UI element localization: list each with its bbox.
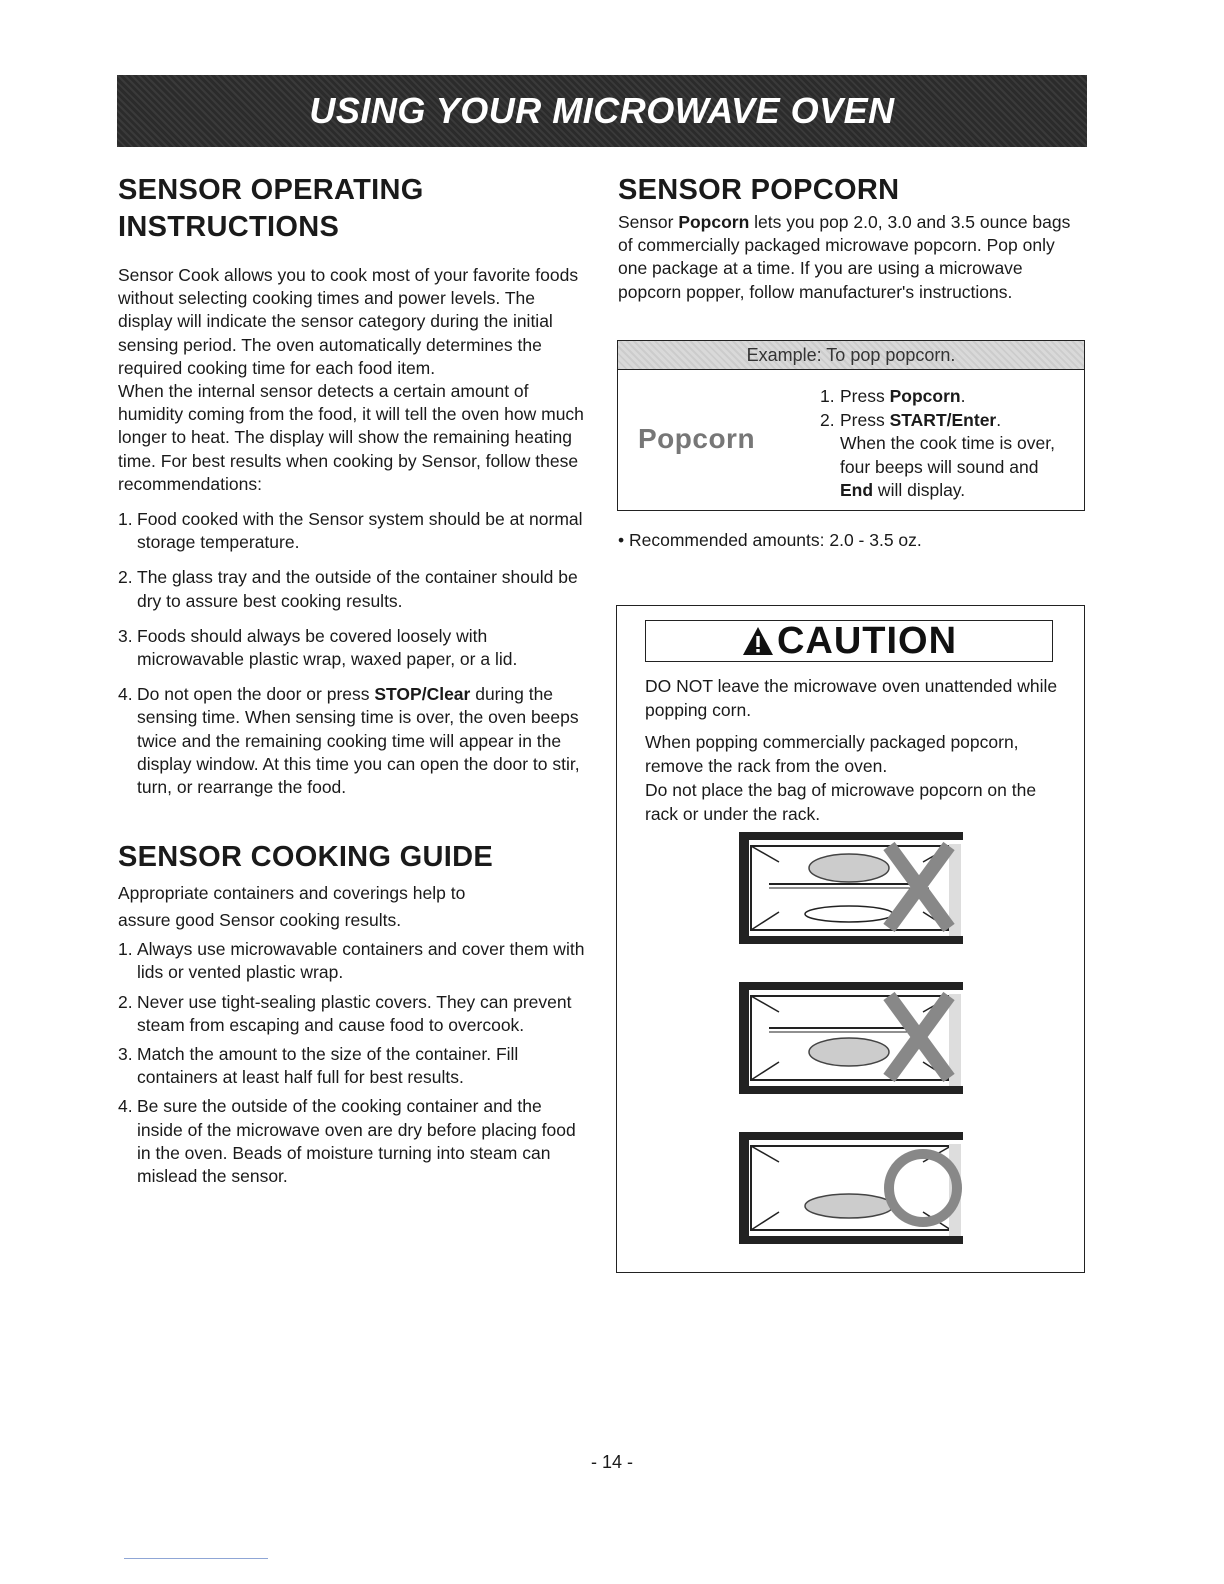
guide-intro: Appropriate containers and coverings help to assure good Sensor cooking results. bbox=[118, 883, 466, 931]
footer-rule bbox=[124, 1558, 268, 1559]
sensor-intro-paragraph-2: When the internal sensor detects a certain amount of humidity coming from the food, it will tell the oven how much longer to heat. The display will show the remaining heating time. For best results when cooking by Sensor, follow these recommendations: bbox=[118, 381, 584, 494]
caution-header bbox=[645, 620, 1053, 662]
list-item: 4. Be sure the outside of the cooking container and the inside of the microwave oven are dry before placing food in the oven. Beads of moisture turning into steam can mislead the sensor. bbox=[118, 1096, 576, 1187]
caution-paragraph-1: DO NOT leave the microwave oven unattended while popping corn. bbox=[645, 676, 1058, 720]
sensor-recommendations-list bbox=[118, 508, 588, 799]
header-banner bbox=[117, 75, 1087, 147]
sensor-intro-paragraph-1: Sensor Cook allows you to cook most of your favorite foods without selecting cooking times and power levels. The display will indicate the sensor category during the initial sensing period. The oven automatically determines the required cooking time for each food item. bbox=[118, 265, 579, 378]
popcorn-example-box bbox=[617, 340, 1085, 511]
popcorn-on-tray-illustration bbox=[739, 1132, 963, 1244]
popcorn-key-label: Popcorn bbox=[638, 423, 756, 454]
sensor-operating-heading: SENSOR OPERATING INSTRUCTIONS bbox=[118, 174, 424, 243]
list-item: 4. Do not open the door or press STOP/Clear during the sensing time. When sensing time is over, the oven beeps twice and the remaining cooking time will appear in the display window. At this time you can open the door to stir, turn, or rearrange the food. bbox=[118, 684, 580, 798]
list-item: 3. Foods should always be covered loosely with microwavable plastic wrap, waxed paper, or a lid. bbox=[118, 625, 518, 670]
left-column bbox=[118, 172, 588, 1194]
popcorn-under-rack-illustration bbox=[739, 982, 963, 1094]
recommended-amounts: • Recommended amounts: 2.0 - 3.5 oz. bbox=[618, 530, 922, 550]
list-item: 3. Match the amount to the size of the container. Fill containers at least half full for best results. bbox=[118, 1044, 519, 1088]
list-item: 2. Never use tight-sealing plastic covers. They can prevent steam from escaping and cause food to overcook. bbox=[118, 991, 572, 1035]
popcorn-intro-paragraph: Sensor Popcorn lets you pop 2.0, 3.0 and 3.5 ounce bags of commercially packaged microwave popcorn. Pop only one package at a time. If you are using a microwave popcorn popper, follow manufacturer's instructions. bbox=[618, 212, 1071, 302]
example-steps bbox=[820, 385, 1080, 503]
example-step-1: 1. Press Popcorn. bbox=[820, 386, 966, 406]
popcorn-on-rack-illustration bbox=[739, 832, 963, 944]
caution-title: CAUTION bbox=[776, 619, 958, 662]
caution-paragraph-3: Do not place the bag of microwave popcorn on the rack or under the rack. bbox=[645, 780, 1037, 824]
page-number: - 14 - bbox=[590, 1452, 633, 1472]
example-header: Example: To pop popcorn. bbox=[618, 341, 1084, 370]
guide-list bbox=[118, 938, 588, 1188]
sensor-popcorn-heading: SENSOR POPCORN bbox=[618, 174, 900, 206]
warning-triangle-icon bbox=[741, 625, 775, 657]
caution-paragraph-2: When popping commercially packaged popcorn, remove the rack from the oven. bbox=[645, 732, 1019, 776]
caution-box bbox=[616, 605, 1085, 1273]
list-item: 1. Always use microwavable containers and cover them with lids or vented plastic wrap. bbox=[118, 939, 585, 983]
sensor-cooking-guide-heading: SENSOR COOKING GUIDE bbox=[118, 841, 493, 874]
caution-text bbox=[645, 674, 1065, 834]
list-item: 2. The glass tray and the outside of the container should be dry to assure best cooking results. bbox=[118, 567, 578, 611]
right-column bbox=[618, 172, 1086, 304]
example-step-2: 2. Press START/Enter. When the cook time is over, four beeps will sound and End will display. bbox=[820, 409, 1055, 500]
banner-title: USING YOUR MICROWAVE OVEN bbox=[309, 90, 895, 131]
list-item: 1. Food cooked with the Sensor system should be at normal storage temperature. bbox=[118, 509, 583, 553]
